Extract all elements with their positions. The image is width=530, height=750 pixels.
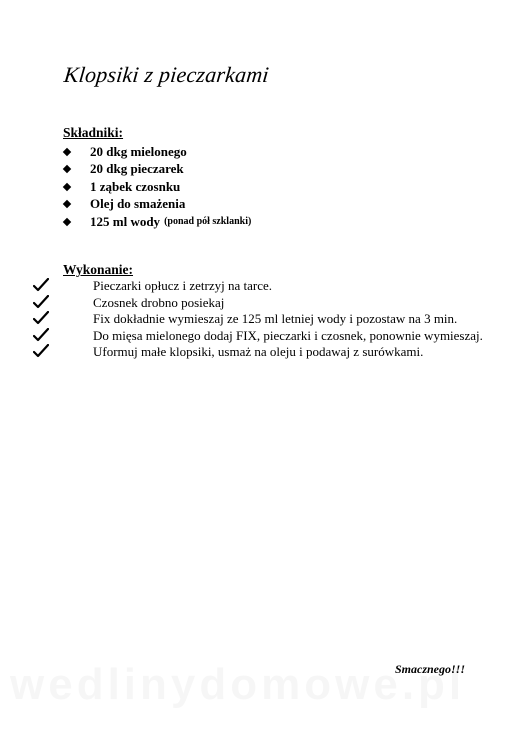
recipe-title: Klopsiki z pieczarkami [62,62,271,87]
step-text: Czosnek drobno posiekaj [93,294,225,310]
diamond-bullet-icon [63,183,71,191]
step-item [63,311,483,328]
steps-heading: Wykonanie: [63,262,134,277]
step-item [63,295,483,312]
ingredient-text: 20 dkg pieczarek [90,161,184,177]
ingredients-heading: Składniki: [63,125,124,140]
ingredient-item [63,143,251,161]
ingredient-note: (ponad pół szklanki) [164,216,252,228]
step-text: Uformuj małe klopsiki, usmaż na oleju i podawaj z surówkami. [93,344,424,359]
ingredient-item [63,213,251,231]
ingredient-item [63,196,251,214]
diamond-bullet-icon [63,218,71,226]
ingredient-text: Olej do smażenia [90,196,186,212]
step-item [63,278,483,295]
step-text: Pieczarki opłucz i zetrzyj na tarce. [93,278,273,293]
step-item [63,328,483,345]
step-item [63,344,483,361]
ingredients-list [63,143,251,231]
checkmark-icon [33,278,53,294]
checkmark-icon [33,295,53,311]
diamond-bullet-icon [63,148,71,156]
diamond-bullet-icon [63,200,71,208]
step-text: Do mięsa mielonego dodaj FIX, pieczarki i czosnek, ponownie wymieszaj. [93,327,483,343]
checkmark-icon [33,344,53,360]
ingredient-text: 125 ml wody [90,213,161,229]
closing-text: Smacznego!!! [395,662,466,676]
ingredient-item [63,178,251,196]
checkmark-icon [33,328,53,344]
steps-list [63,278,483,361]
checkmark-icon [33,311,53,327]
diamond-bullet-icon [63,165,71,173]
ingredient-text: 20 dkg mielonego [90,143,187,159]
ingredient-text: 1 ząbek czosnku [90,178,181,194]
step-text: Fix dokładnie wymieszaj ze 125 ml letniej wody i pozostaw na 3 min. [93,311,458,326]
ingredient-item [63,161,251,179]
